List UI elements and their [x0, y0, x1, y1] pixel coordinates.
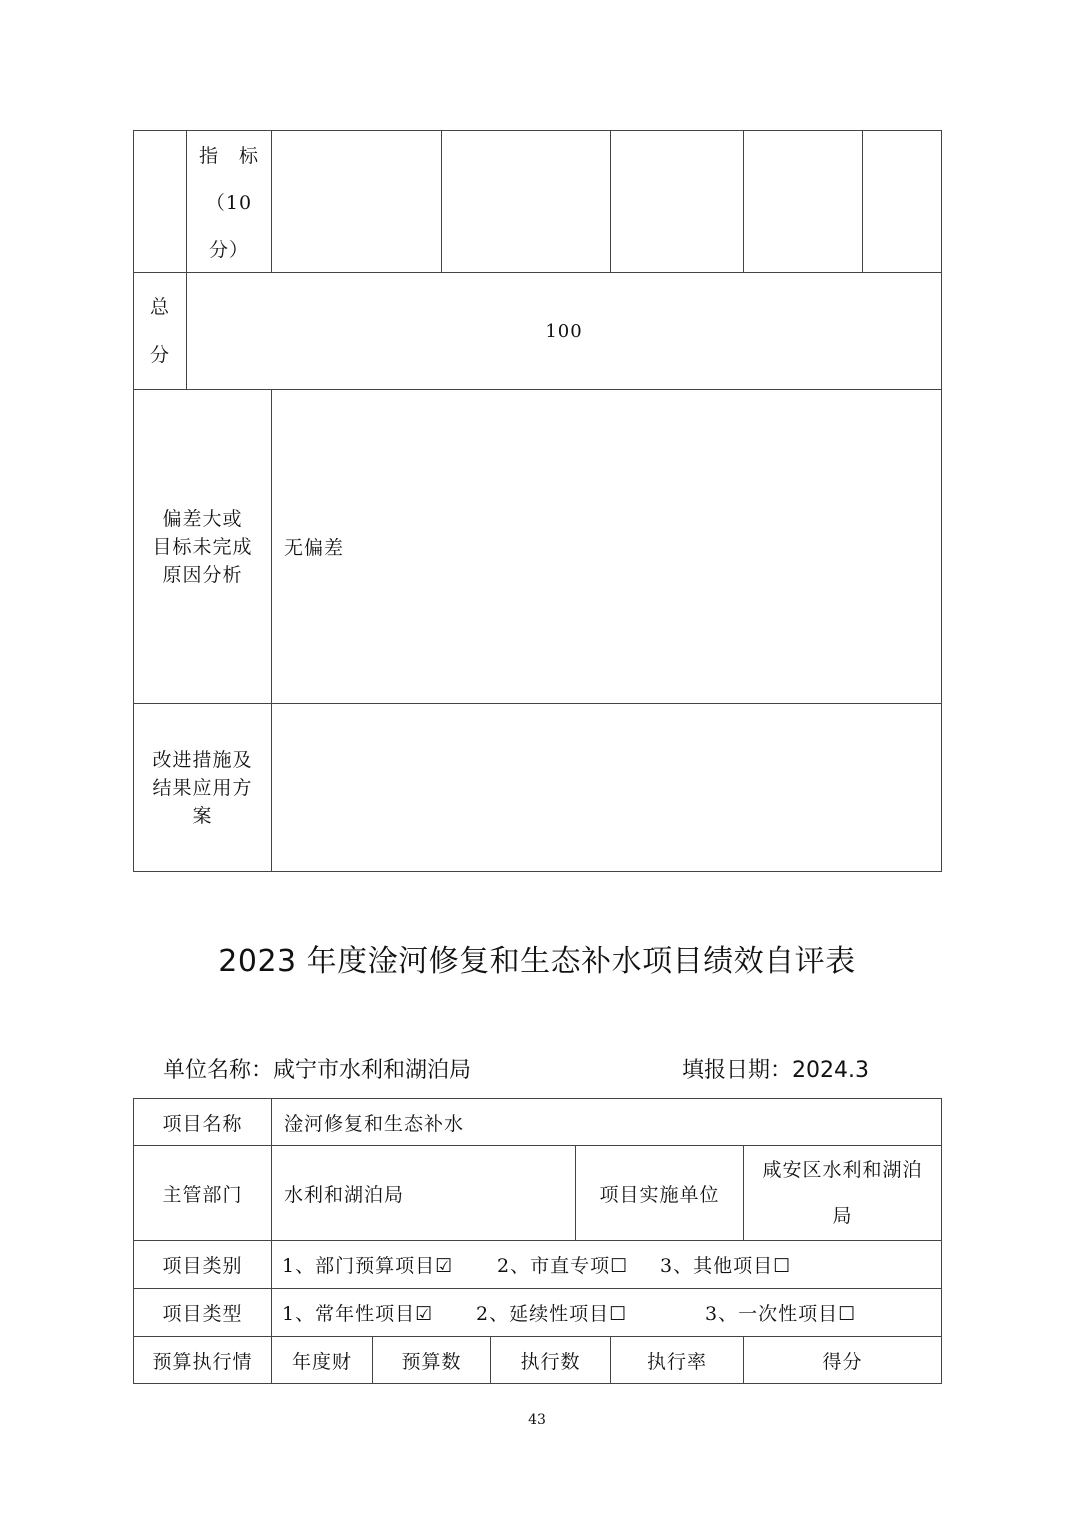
budget-header-label: 预算执行情 — [152, 1350, 253, 1373]
page-number: 43 — [528, 1412, 546, 1428]
deviation-value: 无偏差 — [284, 537, 345, 559]
impl-unit-value — [744, 1146, 941, 1240]
improve-label — [134, 704, 271, 871]
total-label-line1: 总 — [149, 296, 170, 318]
improve-value — [272, 704, 941, 871]
improve-label-line2: 结果应用方 — [152, 776, 253, 799]
total-label — [134, 273, 186, 389]
dept-label: 主管部门 — [162, 1183, 243, 1206]
category-option-1: 1、部门预算项目☑ — [282, 1255, 454, 1277]
improve-label-line3: 案 — [192, 804, 213, 827]
budget-header-executed: 执行数 — [520, 1350, 581, 1373]
type-option-2: 2、延续性项目☐ — [476, 1303, 628, 1325]
indicator-label-line2: （10 — [205, 191, 253, 214]
type-option-1: 1、常年性项目☑ — [282, 1303, 434, 1325]
indicator-label-line3: 分） — [208, 238, 249, 261]
unit-name: 单位名称：咸宁市水利和湖泊局 — [163, 1058, 472, 1083]
impl-unit-value-line1: 咸安区水利和湖泊 — [762, 1159, 923, 1181]
deviation-label-line3: 原因分析 — [162, 563, 243, 586]
total-value: 100 — [545, 320, 583, 342]
category-option-2: 2、市直专项☐ — [497, 1255, 629, 1277]
project-name-value: 淦河修复和生态补水 — [284, 1112, 465, 1135]
indicator-label — [187, 138, 271, 268]
type-option-3: 3、一次性项目☐ — [705, 1303, 857, 1325]
impl-unit-value-line2: 局 — [832, 1205, 853, 1227]
project-name-label: 项目名称 — [162, 1112, 243, 1135]
budget-header-budget: 预算数 — [401, 1350, 462, 1373]
page-title: 2023 年度淦河修复和生态补水项目绩效自评表 — [218, 944, 856, 979]
deviation-label-line2: 目标未完成 — [152, 535, 253, 558]
impl-unit-label: 项目实施单位 — [599, 1183, 720, 1206]
budget-header-rate: 执行率 — [646, 1350, 707, 1373]
improve-label-line1: 改进措施及 — [152, 748, 253, 771]
indicator-label-line1: 指 标 — [198, 144, 259, 167]
deviation-label-line1: 偏差大或 — [162, 507, 243, 530]
fill-date: 填报日期：2024.3 — [682, 1058, 869, 1083]
budget-header-annual: 年度财 — [291, 1350, 352, 1373]
deviation-label — [134, 390, 271, 703]
budget-header-score: 得分 — [822, 1350, 863, 1373]
type-label: 项目类型 — [162, 1303, 243, 1325]
category-option-3: 3、其他项目☐ — [660, 1255, 792, 1277]
total-label-line2: 分 — [149, 344, 170, 366]
category-label: 项目类别 — [162, 1255, 243, 1277]
dept-value: 水利和湖泊局 — [284, 1183, 405, 1206]
